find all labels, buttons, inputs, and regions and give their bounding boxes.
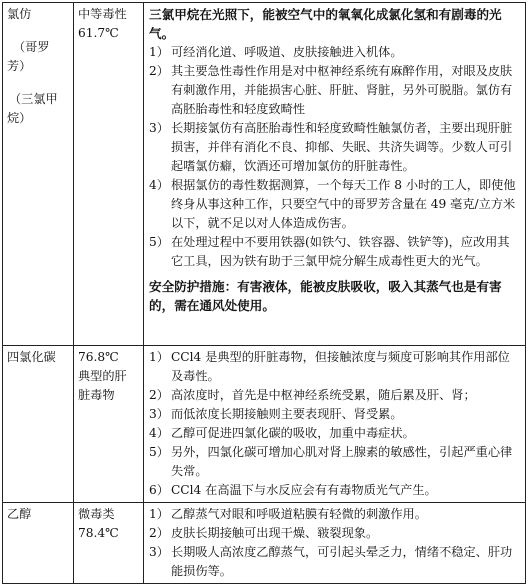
chemical-name-cell	[3, 346, 74, 503]
list-item: 3） 长期吸人高浓度乙醇蒸气，可引起头晕乏力，情绪不稳定、肝功能损伤等。	[149, 545, 513, 578]
description-cell	[144, 3, 526, 346]
chemical-name-line: （哥罗	[13, 40, 50, 54]
list-item: 4） 乙醇可促进四氯化碳的吸收，加重中毒症状。	[149, 426, 415, 440]
chemical-name-line: （三氯甲	[9, 92, 58, 106]
chemical-name-line: 芳）	[7, 59, 32, 73]
chemical-hazard-table	[2, 2, 526, 584]
chemical-name-line: 氯仿	[7, 7, 32, 21]
table-row-ethanol	[3, 503, 526, 584]
toxicity-line: 典型的肝	[78, 369, 127, 383]
safety-measures: 安全防护措施：有害液体，能被皮肤吸收，吸入其蒸气也是有害的，需在通风处使用。	[149, 279, 502, 313]
table-row-carbon-tetrachloride	[3, 346, 526, 503]
toxicity-line: 76.8℃	[78, 350, 119, 364]
list-item: 2） 其主要急性毒性作用是对中枢神经系统有麻醉作用，对眼及皮肤有刺激作用，并能损害心脏、肝脏、肾脏，另外可脱脂。氯仿有高胚胎毒性和轻度致畸性	[149, 64, 513, 116]
description-cell	[144, 503, 526, 584]
toxicity-cell	[74, 346, 144, 503]
chemical-name-line: 乙醇	[7, 507, 32, 521]
list-item: 4） 根据氯仿的毒性数据测算，一个每天工作 8 小时的工人，即使他终身从事这种工作，只要空气中的哥罗芳含量在 49 毫克/立方米以下，就不足以对人体造成伤害。	[149, 178, 516, 230]
toxicity-line: 61.7℃	[78, 26, 119, 40]
list-item: 2） 高浓度时，首先是中枢神经系统受累，随后累及肝、肾；	[149, 388, 476, 402]
list-item: 3） 长期接氯仿有高胚胎毒性和轻度致畸性触氯仿者，主要出现肝脏损害，并伴有消化不良、抑郁、失眠、共济失调等。少数人可引起嗜氯仿癖，饮酒还可增加氯仿的肝脏毒性。	[149, 121, 513, 173]
chemical-name-cell	[3, 503, 74, 584]
list-item: 5） 在处理过程中不要用铁器(如铁勺、铁容器、铁铲等)，应改用其它工具，因为铁有助于三氯甲烷分解生成毒性更大的光气。	[149, 235, 510, 268]
toxicity-cell	[74, 503, 144, 584]
chemical-name-line: 四氯化碳	[7, 350, 56, 364]
toxicity-line: 微毒类	[78, 507, 115, 521]
toxicity-cell	[74, 3, 144, 346]
list-item: 6） CCl4 在高温下与水反应会有有毒物质光气产生。	[149, 483, 437, 497]
list-item: 5） 另外，四氯化碳可增加心肌对肾上腺素的敏感性，引起严重心律失常。	[149, 445, 513, 478]
list-item: 3） 而低浓度长期接触则主要表现肝、肾受累。	[149, 407, 403, 421]
toxicity-line: 78.4℃	[78, 526, 119, 540]
list-item: 1） 乙醇蒸气对眼和呼吸道粘膜有轻微的刺激作用。	[149, 507, 427, 521]
toxicity-line: 脏毒物	[78, 388, 115, 402]
description-cell	[144, 346, 526, 503]
intro-text: 三氯甲烷在光照下，能被空气中的氧氧化成氯化氢和有剧毒的光气。	[149, 7, 502, 41]
toxicity-line: 中等毒性	[78, 7, 127, 21]
list-item: 1） 可经消化道、呼吸道、皮肤接触进入机体。	[149, 45, 403, 59]
chemical-name-cell	[3, 3, 74, 346]
list-item: 2） 皮肤长期接触可出现干燥、皲裂现象。	[149, 526, 379, 540]
chemical-name-line: 烷）	[7, 111, 32, 125]
list-item: 1） CCl4 是典型的肝脏毒物，但接触浓度与频度可影响其作用部位及毒性。	[149, 350, 510, 383]
table-row-chloroform	[3, 3, 526, 346]
